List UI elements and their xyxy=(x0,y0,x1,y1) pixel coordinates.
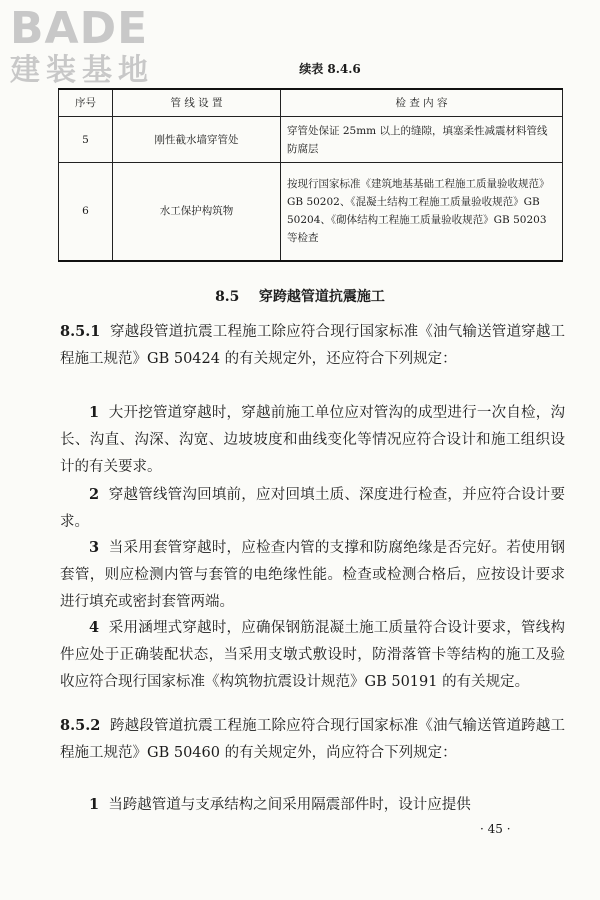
clause-text: 跨越段管道抗震工程施工除应符合现行国家标准《油气输送管道跨越工程施工规范》GB 50460 的有关规定外，尚应符合下列规定： xyxy=(60,718,566,761)
logo-text-zh: 建装基地 xyxy=(10,53,154,88)
header-setting: 管 线 设 置 xyxy=(113,89,281,117)
item-number: 1 xyxy=(89,404,100,421)
clause-8-5-1 xyxy=(60,318,565,373)
item-text: 当跨越管道与支承结构之间采用隔震部件时，设计应提供 xyxy=(108,797,471,813)
item-text: 穿越管线管沟回填前，应对回填土质、深度进行检查，并应符合设计要求。 xyxy=(60,487,566,530)
clause-item xyxy=(60,791,565,819)
row-setting: 水工保护构筑物 xyxy=(113,163,281,261)
clause-number: 8.5.2 xyxy=(60,717,101,734)
clause-item xyxy=(60,614,565,696)
bade-logo xyxy=(10,3,180,90)
item-number: 2 xyxy=(89,486,100,503)
clause-item xyxy=(60,534,565,616)
item-text: 大开挖管道穿越时，穿越前施工单位应对管沟的成型进行一次自检，沟长、沟直、沟深、沟宽、边坡坡度和曲线变化等情况应符合设计和施工组织设计的有关要求。 xyxy=(60,405,566,475)
row-content: 穿管处保证 25mm 以上的缝隙，填塞柔性减震材料管线防腐层 xyxy=(281,117,563,163)
table-row xyxy=(59,163,563,261)
section-title: 穿跨越管道抗震施工 xyxy=(258,289,385,305)
clause-item xyxy=(60,481,565,536)
item-number: 1 xyxy=(89,796,100,813)
item-text: 当采用套管穿越时，应检查内管的支撑和防腐绝缘是否完好。若使用钢套管，则应检测内管与套管的电绝缘性能。检查或检测合格后，应按设计要求进行填充或密封套管两端。 xyxy=(60,540,566,610)
row-content: 按现行国家标准《建筑地基基础工程施工质量验收规范》GB 50202、《混凝土结构工程施工质量验收规范》GB 50204、《砌体结构工程施工质量验收规范》GB 50203 等检查 xyxy=(281,163,563,261)
item-text: 采用涵埋式穿越时，应确保钢筋混凝土施工质量符合设计要求，管线构件应处于正确装配状态，当采用支墩式敷设时，防滑落管卡等结构的施工及验收应符合现行国家标准《构筑物抗震设计规范》GB 50191 的有关规定。 xyxy=(60,620,566,690)
header-content: 检 查 内 容 xyxy=(281,89,563,117)
inspection-table xyxy=(58,88,563,262)
clause-8-5-2 xyxy=(60,712,565,767)
table-header-row xyxy=(59,89,563,117)
logo-text-en: BADE xyxy=(10,3,149,54)
section-number: 8.5 xyxy=(215,289,240,305)
table-row xyxy=(59,117,563,163)
clause-text: 穿越段管道抗震工程施工除应符合现行国家标准《油气输送管道穿越工程施工规范》GB 50424 的有关规定外，还应符合下列规定： xyxy=(60,324,566,367)
clause-number: 8.5.1 xyxy=(60,323,101,340)
item-number: 3 xyxy=(89,539,100,556)
page-number: · 45 · xyxy=(480,822,511,836)
row-setting: 刚性截水墙穿管处 xyxy=(113,117,281,163)
row-no: 6 xyxy=(59,163,113,261)
row-no: 5 xyxy=(59,117,113,163)
clause-item xyxy=(60,399,565,481)
table-caption: 续表 8.4.6 xyxy=(299,62,361,76)
section-heading xyxy=(0,286,600,306)
header-no: 序号 xyxy=(59,89,113,117)
item-number: 4 xyxy=(89,619,100,636)
